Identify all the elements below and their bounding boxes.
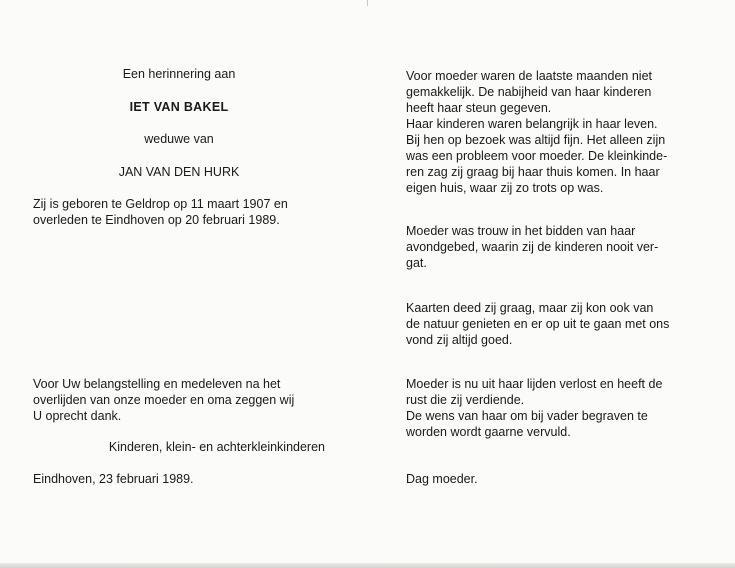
card-bottom-edge — [0, 563, 735, 568]
deceased-name: IET VAN BAKEL — [129, 100, 229, 114]
widow-of-text: weduwe van — [144, 132, 214, 146]
signed-by-text: Kinderen, klein- en achterkleinkinderen — [108, 440, 325, 454]
place-date-text: Eindhoven, 23 februari 1989. — [33, 472, 194, 486]
intro-text: Een herinnering aan — [122, 67, 236, 81]
closing-text: Dag moeder. — [406, 472, 478, 486]
fold-mark — [367, 0, 368, 6]
paragraph-4: Moeder is nu uit haar lijden verlost en heeft de rust die zij verdiende. De wens van haar om bij vader begraven te worden wordt gaarne vervuld. — [406, 377, 663, 439]
thanks-text: Voor Uw belangstelling en medeleven na het overlijden van onze moeder en oma zeggen wij U oprecht dank. — [33, 377, 295, 423]
paragraph-3: Kaarten deed zij graag, maar zij kon ook van de natuur genieten en er op uit te gaan met ons vond zij altijd goed. — [406, 301, 670, 347]
birth-death-text: Zij is geboren te Geldrop op 11 maart 1907 en overleden te Eindhoven op 20 februari 1989. — [33, 197, 288, 227]
paragraph-1: Voor moeder waren de laatste maanden niet gemakkelijk. De nabijheid van haar kinderen heeft haar steun gegeven. Haar kinderen waren belangrijk in haar leven. Bij hen op bezoek was altijd fijn. Het alleen zijn was een probleem voor moeder. De kleinkinde- ren zag zij graag bij haar thuis komen. In haar eigen huis, waar zij zo trots op was. — [406, 69, 668, 195]
husband-name: JAN VAN DEN HURK — [118, 165, 240, 179]
paragraph-2: Moeder was trouw in het bidden van haar avondgebed, waarin zij de kinderen nooit ver- gat. — [406, 224, 659, 270]
